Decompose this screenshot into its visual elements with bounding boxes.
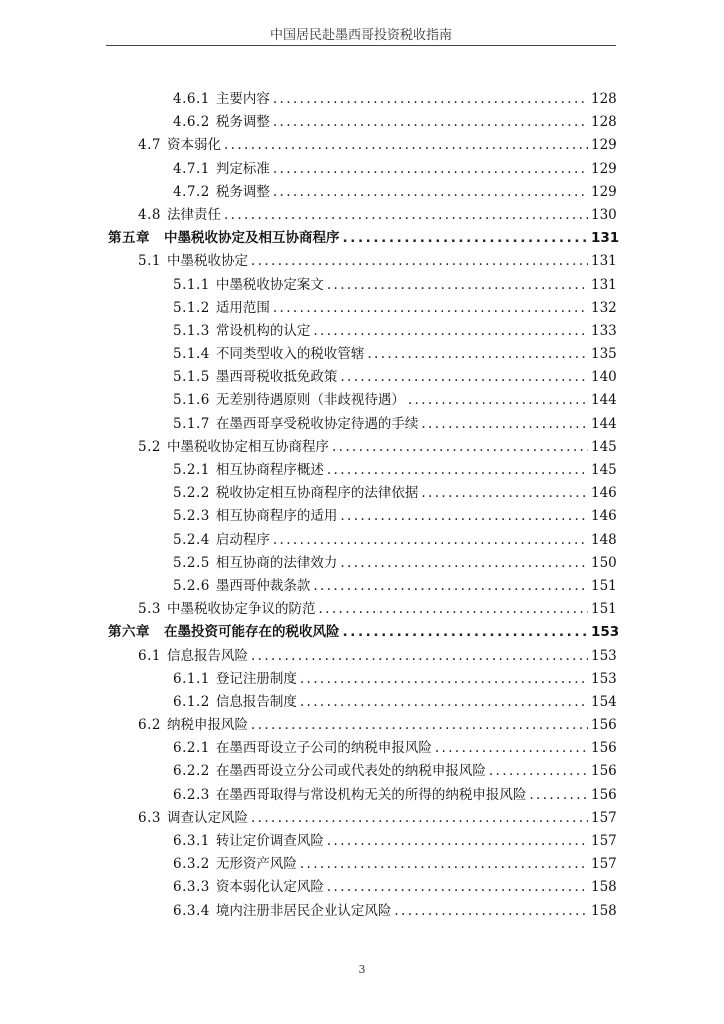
toc-page-number: 129 [591,183,617,200]
toc-page-number: 135 [591,346,617,363]
toc-dot-leader [394,900,588,923]
toc-subsection-entry[interactable] [108,158,615,181]
toc-section-entry[interactable] [108,645,615,668]
toc-dot-leader [367,343,588,366]
toc-entry-title: 适用范围 [215,299,270,316]
toc-entry-title: 在墨西哥设立分公司或代表处的纳税申报风险 [215,763,486,780]
toc-page-number: 146 [591,508,617,525]
toc-section-entry[interactable] [108,598,615,621]
toc-entry-number: 第五章 [108,230,150,247]
toc-dot-leader [327,459,588,482]
toc-dot-leader [273,88,588,111]
toc-dot-leader [327,274,588,297]
toc-entry-number: 6.3.4 [173,902,210,919]
toc-section-entry[interactable] [108,714,615,737]
toc-entry-title: 税收协定相互协商程序的法律依据 [215,485,419,502]
toc-subsection-entry[interactable] [108,88,615,111]
toc-dot-leader [327,830,588,853]
toc-entry-title: 纳税申报风险 [166,717,248,734]
toc-entry-title: 调查认定风险 [166,809,248,826]
toc-entry-title: 税务调整 [215,114,270,131]
toc-entry-title: 中墨税收协定及相互协商程序 [164,230,340,247]
toc-dot-leader [327,876,588,899]
toc-page-number: 157 [591,809,617,826]
toc-entry-number: 4.7.2 [173,183,210,200]
toc-dot-leader [343,227,589,250]
toc-subsection-entry[interactable] [108,482,615,505]
toc-entry-number: 6.1.1 [173,670,210,687]
toc-page-number: 129 [591,160,617,177]
toc-page-number: 130 [591,206,617,223]
toc-section-entry[interactable] [108,134,615,157]
toc-dot-leader [489,760,588,783]
toc-subsection-entry[interactable] [108,343,615,366]
toc-subsection-entry[interactable] [108,297,615,320]
toc-entry-title: 资本弱化认定风险 [215,879,324,896]
toc-page-number: 140 [591,369,617,386]
toc-entry-title: 登记注册制度 [215,670,297,687]
toc-entry-number: 4.7 [138,137,161,154]
toc-entry-number: 4.7.1 [173,160,210,177]
toc-entry-number: 5.1.6 [173,392,210,409]
toc-subsection-entry[interactable] [108,760,615,783]
toc-dot-leader [300,668,588,691]
toc-entry-number: 4.6.2 [173,114,210,131]
toc-entry-number: 5.2.6 [173,577,210,594]
toc-entry-title: 不同类型收入的税收管辖 [215,346,365,363]
toc-subsection-entry[interactable] [108,505,615,528]
header-divider [106,45,616,46]
toc-dot-leader [273,111,588,134]
toc-entry-title: 墨西哥仲裁条款 [215,577,311,594]
toc-page-number: 145 [591,462,617,478]
toc-dot-leader [273,529,588,552]
toc-subsection-entry[interactable] [108,320,615,343]
toc-entry-title: 信息报告风险 [166,647,248,664]
toc-dot-leader [343,621,589,644]
toc-entry-number: 6.3.1 [173,833,210,849]
toc-subsection-entry[interactable] [108,366,615,389]
toc-dot-leader [332,436,588,459]
toc-page-number: 144 [591,415,617,432]
toc-section-entry[interactable] [108,204,615,227]
toc-page-number: 158 [591,879,617,896]
toc-subsection-entry[interactable] [108,900,615,923]
toc-entry-title: 法律责任 [166,206,221,223]
toc-dot-leader [251,645,588,668]
toc-page-number: 129 [591,137,617,154]
toc-dot-leader [340,552,588,575]
toc-page-number: 156 [591,740,617,757]
toc-entry-number: 6.1.2 [173,693,210,710]
toc-page-number: 151 [591,577,617,594]
toc-entry-title: 在墨西哥设立子公司的纳税申报风险 [215,740,432,757]
toc-page-number: 146 [591,485,617,502]
toc-entry-title: 转让定价调查风险 [215,833,324,849]
toc-dot-leader [300,691,588,714]
toc-entry-number: 4.8 [138,206,161,223]
toc-subsection-entry[interactable] [108,413,615,436]
toc-page-number: 128 [591,114,617,131]
toc-entry-title: 启动程序 [215,531,270,548]
toc-page-number: 131 [591,276,617,293]
toc-entry-number: 4.6.1 [173,91,210,107]
toc-chapter-entry[interactable] [108,621,620,644]
toc-entry-number: 5.2.1 [173,462,210,478]
toc-page-number: 154 [591,693,617,710]
toc-entry-number: 第六章 [108,624,150,641]
toc-subsection-entry[interactable] [108,552,615,575]
toc-entry-number: 5.1.7 [173,415,210,432]
table-of-contents [108,88,620,923]
toc-page-number: 156 [591,717,617,734]
toc-entry-number: 5.1.2 [173,299,210,316]
toc-dot-leader [273,181,588,204]
toc-entry-number: 5.3 [138,601,161,618]
toc-subsection-entry[interactable] [108,876,615,899]
toc-entry-number: 5.2.4 [173,531,210,548]
toc-dot-leader [421,413,588,436]
toc-entry-number: 5.1.1 [173,276,210,293]
toc-entry-title: 在墨投资可能存在的税收风险 [164,624,340,641]
toc-entry-number: 5.2.5 [173,554,210,571]
toc-subsection-entry[interactable] [108,668,615,691]
toc-entry-title: 主要内容 [215,91,270,107]
toc-entry-title: 无差别待遇原则（非歧视待遇） [215,392,405,409]
toc-dot-leader [529,784,588,807]
toc-page-number: 132 [591,299,617,316]
toc-page-number: 157 [591,833,617,849]
toc-entry-number: 5.1 [138,253,161,270]
toc-entry-number: 6.1 [138,647,161,664]
toc-entry-number: 6.3 [138,809,161,826]
toc-entry-number: 5.1.5 [173,369,210,386]
toc-dot-leader [421,482,588,505]
toc-entry-number: 5.2.3 [173,508,210,525]
toc-page-number: 157 [591,856,617,873]
toc-dot-leader [300,853,588,876]
toc-page-number: 153 [591,647,617,664]
toc-page-number: 153 [591,624,620,641]
toc-page-number: 131 [591,253,617,270]
toc-page-number: 158 [591,902,617,919]
toc-subsection-entry[interactable] [108,529,615,552]
toc-subsection-entry[interactable] [108,274,615,297]
toc-section-entry[interactable] [108,250,615,273]
toc-subsection-entry[interactable] [108,784,615,807]
toc-entry-title: 资本弱化 [166,137,221,154]
toc-subsection-entry[interactable] [108,691,615,714]
toc-dot-leader [313,575,588,598]
toc-page-number: 128 [591,91,617,107]
toc-page-number: 131 [591,230,620,247]
toc-page-number: 151 [591,601,617,618]
toc-subsection-entry[interactable] [108,181,615,204]
toc-entry-title: 相互协商的法律效力 [215,554,338,571]
toc-entry-title: 无形资产风险 [215,856,297,873]
toc-page-number: 145 [591,438,617,455]
toc-dot-leader [251,250,588,273]
toc-page-number: 148 [591,531,617,548]
toc-entry-title: 在墨西哥享受税收协定待遇的手续 [215,415,419,432]
toc-section-entry[interactable] [108,807,615,830]
toc-dot-leader [251,807,588,830]
toc-entry-title: 信息报告制度 [215,693,297,710]
toc-entry-number: 5.2.2 [173,485,210,502]
toc-dot-leader [313,320,588,343]
toc-dot-leader [340,505,588,528]
toc-entry-title: 中墨税收协定 [166,253,248,270]
toc-dot-leader [435,737,588,760]
toc-page-number: 153 [591,670,617,687]
toc-subsection-entry[interactable] [108,389,615,412]
toc-subsection-entry[interactable] [108,830,615,853]
toc-section-entry[interactable] [108,436,615,459]
toc-entry-title: 中墨税收协定案文 [215,276,324,293]
toc-entry-number: 6.2.3 [173,786,210,803]
toc-page-number: 156 [591,786,617,803]
toc-dot-leader [340,366,588,389]
toc-page-number: 156 [591,763,617,780]
toc-page-number: 144 [591,392,617,409]
page-number: 3 [358,963,366,976]
toc-dot-leader [224,204,588,227]
toc-entry-title: 中墨税收协定争议的防范 [166,601,316,618]
toc-entry-number: 6.3.3 [173,879,210,896]
toc-dot-leader [224,134,588,157]
toc-entry-title: 境内注册非居民企业认定风险 [215,902,392,919]
toc-dot-leader [408,389,588,412]
toc-entry-number: 5.1.3 [173,322,210,339]
toc-entry-title: 常设机构的认定 [215,322,311,339]
toc-entry-title: 墨西哥税收抵免政策 [215,369,338,386]
toc-entry-title: 判定标准 [215,160,270,177]
toc-page-number: 150 [591,554,617,571]
toc-subsection-entry[interactable] [108,111,615,134]
toc-entry-number: 5.2 [138,438,161,455]
toc-entry-number: 6.2 [138,717,161,734]
running-header: 中国居民赴墨西哥投资税收指南 [269,28,452,43]
toc-chapter-entry[interactable] [108,227,620,250]
toc-page-number: 133 [591,322,617,339]
toc-entry-number: 6.2.1 [173,740,210,757]
toc-subsection-entry[interactable] [108,737,615,760]
toc-entry-number: 5.1.4 [173,346,210,363]
toc-entry-number: 6.2.2 [173,763,210,780]
toc-dot-leader [318,598,588,621]
toc-entry-title: 税务调整 [215,183,270,200]
toc-subsection-entry[interactable] [108,575,615,598]
toc-dot-leader [251,714,588,737]
toc-dot-leader [273,158,588,181]
toc-subsection-entry[interactable] [108,853,615,876]
toc-dot-leader [273,297,588,320]
toc-entry-number: 6.3.2 [173,856,210,873]
toc-subsection-entry[interactable] [108,459,615,482]
toc-entry-title: 在墨西哥取得与常设机构无关的所得的纳税申报风险 [215,786,527,803]
toc-entry-title: 相互协商程序概述 [215,462,324,478]
toc-entry-title: 相互协商程序的适用 [215,508,338,525]
toc-entry-title: 中墨税收协定相互协商程序 [166,438,329,455]
